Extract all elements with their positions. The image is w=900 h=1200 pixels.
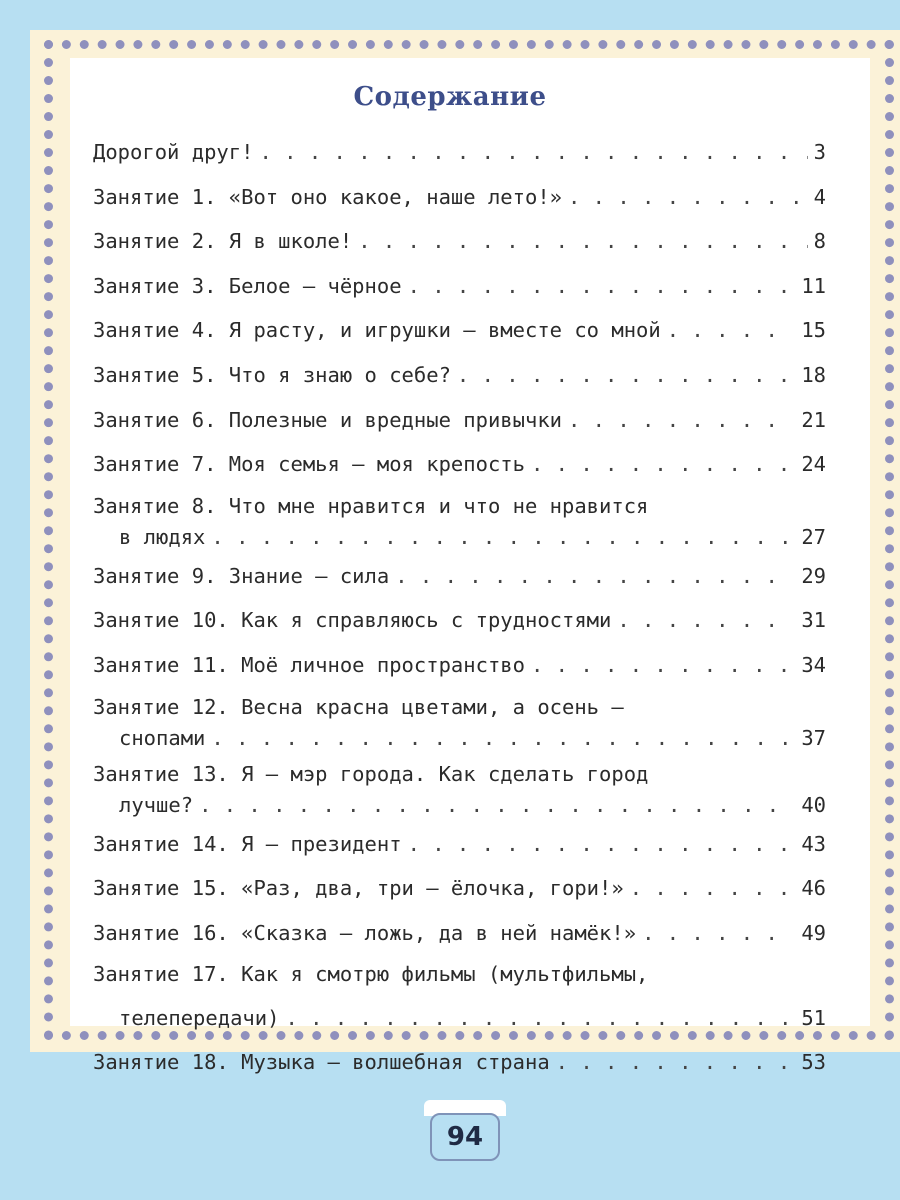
toc-entry — [93, 871, 826, 916]
toc-entry-text: Занятие 10. Как я справляюсь с трудностями — [93, 608, 612, 633]
toc-entry — [93, 492, 826, 559]
dot-leader — [285, 988, 795, 1048]
dot-leader — [630, 871, 796, 905]
toc-entry — [93, 916, 826, 961]
toc-page-number: 21 — [801, 407, 826, 432]
table-of-contents — [93, 135, 826, 1090]
toc-page-number: 37 — [801, 725, 826, 750]
toc-entry — [93, 224, 826, 269]
dot-leader — [667, 313, 796, 347]
toc-page-number: 24 — [801, 452, 826, 477]
toc-entry-continuation: в людях — [119, 524, 206, 549]
toc-page-number: 18 — [801, 362, 826, 387]
dot-leader — [211, 520, 795, 554]
toc-page-number: 51 — [801, 1006, 826, 1031]
dot-leader — [531, 648, 795, 682]
toc-entry-text: Занятие 16. «Сказка — ложь, да в ней намёк!» — [93, 920, 637, 945]
dot-leader — [556, 1045, 796, 1079]
toc-page-number: 8 — [813, 229, 826, 254]
toc-entry-continuation: снопами — [119, 725, 206, 750]
toc-page-number: 53 — [801, 1050, 826, 1075]
toc-page-number: 15 — [801, 318, 826, 343]
toc-entry — [93, 960, 826, 1045]
toc-page-number: 46 — [801, 876, 826, 901]
toc-page-number: 49 — [801, 920, 826, 945]
page-number-badge: 94 — [430, 1113, 500, 1161]
toc-page-number: 34 — [801, 652, 826, 677]
toc-page-number: 43 — [801, 831, 826, 856]
toc-entry — [93, 603, 826, 648]
toc-entry — [93, 559, 826, 604]
toc-entry — [93, 760, 826, 827]
dot-leader — [642, 916, 795, 950]
toc-entry — [93, 135, 826, 180]
dot-leader — [408, 827, 796, 861]
toc-page-number: 27 — [801, 524, 826, 549]
dot-leader — [358, 224, 807, 258]
toc-entry-text: Занятие 12. Весна красна цветами, а осень — — [93, 694, 624, 719]
dot-leader — [457, 358, 795, 392]
toc-entry-text: Занятие 13. Я — мэр города. Как сделать город — [93, 761, 649, 786]
toc-entry-text: Занятие 15. «Раз, два, три — ёлочка, гори!» — [93, 876, 624, 901]
toc-entry-text: Занятие 18. Музыка — волшебная страна — [93, 1050, 550, 1075]
dot-leader — [408, 269, 796, 303]
toc-page-number: 3 — [813, 140, 826, 164]
dot-leader — [568, 180, 808, 214]
dot-leader — [395, 559, 795, 593]
dot-leader — [211, 721, 795, 755]
dot-leader — [259, 135, 807, 169]
toc-entry — [93, 403, 826, 448]
toc-entry-text: Занятие 11. Моё личное пространство — [93, 652, 525, 677]
toc-entry-text: Занятие 3. Белое — чёрное — [93, 273, 402, 298]
toc-entry — [93, 1045, 826, 1090]
toc-entry-text: Занятие 5. Что я знаю о себе? — [93, 362, 451, 387]
toc-entry — [93, 313, 826, 358]
toc-page-number: 31 — [801, 608, 826, 633]
toc-entry — [93, 447, 826, 492]
dot-leader — [199, 788, 795, 822]
toc-entry-text: Занятие 4. Я расту, и игрушки — вместе со мной — [93, 318, 661, 343]
toc-entry-text: Занятие 7. Моя семья — моя крепость — [93, 452, 525, 477]
toc-entry — [93, 693, 826, 760]
toc-entry-text: Занятие 1. «Вот оно какое, наше лето!» — [93, 184, 562, 209]
toc-page-number: 29 — [801, 563, 826, 588]
toc-entry — [93, 358, 826, 403]
toc-entry-text: Занятие 2. Я в школе! — [93, 229, 353, 254]
toc-entry-text: Дорогой друг! — [93, 140, 254, 164]
toc-entry — [93, 269, 826, 314]
toc-entry-continuation: лучше? — [119, 792, 194, 817]
dot-leader — [531, 447, 795, 481]
toc-page-number: 11 — [801, 273, 826, 298]
dot-leader — [617, 603, 795, 637]
toc-entry-text: Занятие 14. Я — президент — [93, 831, 402, 856]
dot-leader — [568, 403, 795, 437]
toc-entry-text: Занятие 8. Что мне нравится и что не нравится — [93, 493, 649, 518]
page-title: Содержание — [353, 82, 547, 112]
toc-entry-text: Занятие 17. Как я смотрю фильмы (мультфильмы, — [93, 962, 649, 987]
toc-page-number: 40 — [801, 792, 826, 817]
toc-entry — [93, 827, 826, 872]
toc-entry — [93, 648, 826, 693]
toc-entry-continuation: телепередачи) — [119, 1006, 280, 1031]
toc-entry-text: Занятие 9. Знание — сила — [93, 563, 390, 588]
toc-entry — [93, 180, 826, 225]
toc-page-number: 4 — [813, 184, 826, 209]
toc-entry-text: Занятие 6. Полезные и вредные привычки — [93, 407, 562, 432]
